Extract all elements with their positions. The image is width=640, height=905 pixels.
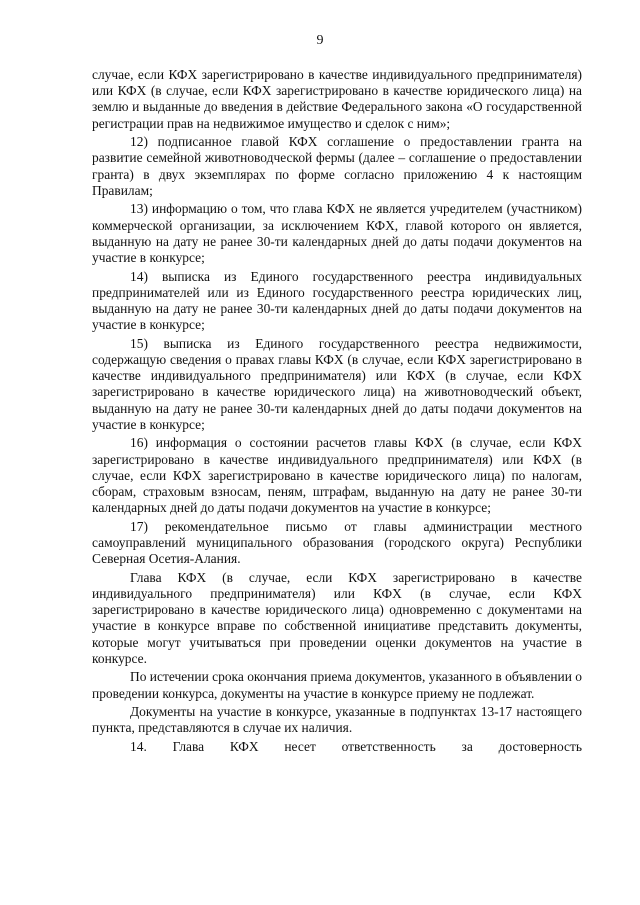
- paragraph-item-15: 15) выписка из Единого государственного реестра недвижимости, содержащую сведения о правах главы КФХ (в случае, если КФХ зарегистрировано в качестве индивидуального предпринимателя) или КФХ (в случае, если КФХ зарегистрировано в качестве юридического лица) на животноводческий объект, выданную на дату не ранее 30-ти календарных дней до даты подачи документов на участие в конкурсе;: [92, 335, 582, 432]
- page-number: 9: [316, 33, 324, 48]
- document-body: [92, 67, 582, 758]
- paragraph-item-13: 13) информацию о том, что глава КФХ не является учредителем (участником) коммерческой организации, за исключением КФХ, главой которого он является, выданную на дату не ранее 30-ти календарных дней до даты подачи документов на участие в конкурсе;: [92, 201, 582, 266]
- paragraph-continuation: случае, если КФХ зарегистрировано в качестве индивидуального предпринимателя) или КФХ (в случае, если КФХ зарегистрировано в качестве юридического лица) на землю и выданные до введения в действие Федерального закона «О государственной регистрации прав на недвижимое имущество и сделок с ним»;: [92, 67, 582, 131]
- paragraph-item-14: 14) выписка из Единого государственного реестра индивидуальных предпринимателей или из Единого государственного реестра юридических лиц, выданную на дату не ранее 30-ти календарных дней до даты подачи документов на участие в конкурсе;: [92, 268, 582, 333]
- paragraph-initiative: Глава КФХ (в случае, если КФХ зарегистрировано в качестве индивидуального предпринимателя) или КФХ (в случае, если КФХ зарегистрировано в качестве юридического лица) одновременно с документами на участие в конкурсе вправе по собственной инициативе представить документы, которые могут учитываться при проведении оценки документов на участие в конкурсе.: [92, 569, 582, 666]
- paragraph-section-14: 14. Глава КФХ несет ответственность за достоверность: [130, 739, 582, 755]
- paragraph-deadline: По истечении срока окончания приема документов, указанного в объявлении о проведении конкурса, документы на участие в конкурсе приему не подлежат.: [92, 669, 582, 701]
- paragraph-item-12: 12) подписанное главой КФХ соглашение о предоставлении гранта на развитие семейной животноводческой фермы (далее – соглашение о предоставлении гранта) в двух экземплярах по форме согласно приложению 4 к настоящим Правилам;: [92, 134, 582, 198]
- paragraph-item-16: 16) информация о состоянии расчетов главы КФХ (в случае, если КФХ зарегистрировано в качестве индивидуального предпринимателя) или КФХ (в случае, если КФХ зарегистрировано в качестве юридического лица) по налогам, сборам, страховым взносам, пеням, штрафам, выданную на дату не ранее 30-ти календарных дней до даты подачи документов на участие в конкурсе;: [92, 435, 582, 516]
- paragraph-item-17: 17) рекомендательное письмо от главы администрации местного самоуправлений муниципального образования (городского округа) Республики Северная Осетия-Алания.: [92, 518, 582, 567]
- paragraph-optional-documents: Документы на участие в конкурсе, указанные в подпунктах 13-17 настоящего пункта, представляются в случае их наличия.: [92, 704, 582, 736]
